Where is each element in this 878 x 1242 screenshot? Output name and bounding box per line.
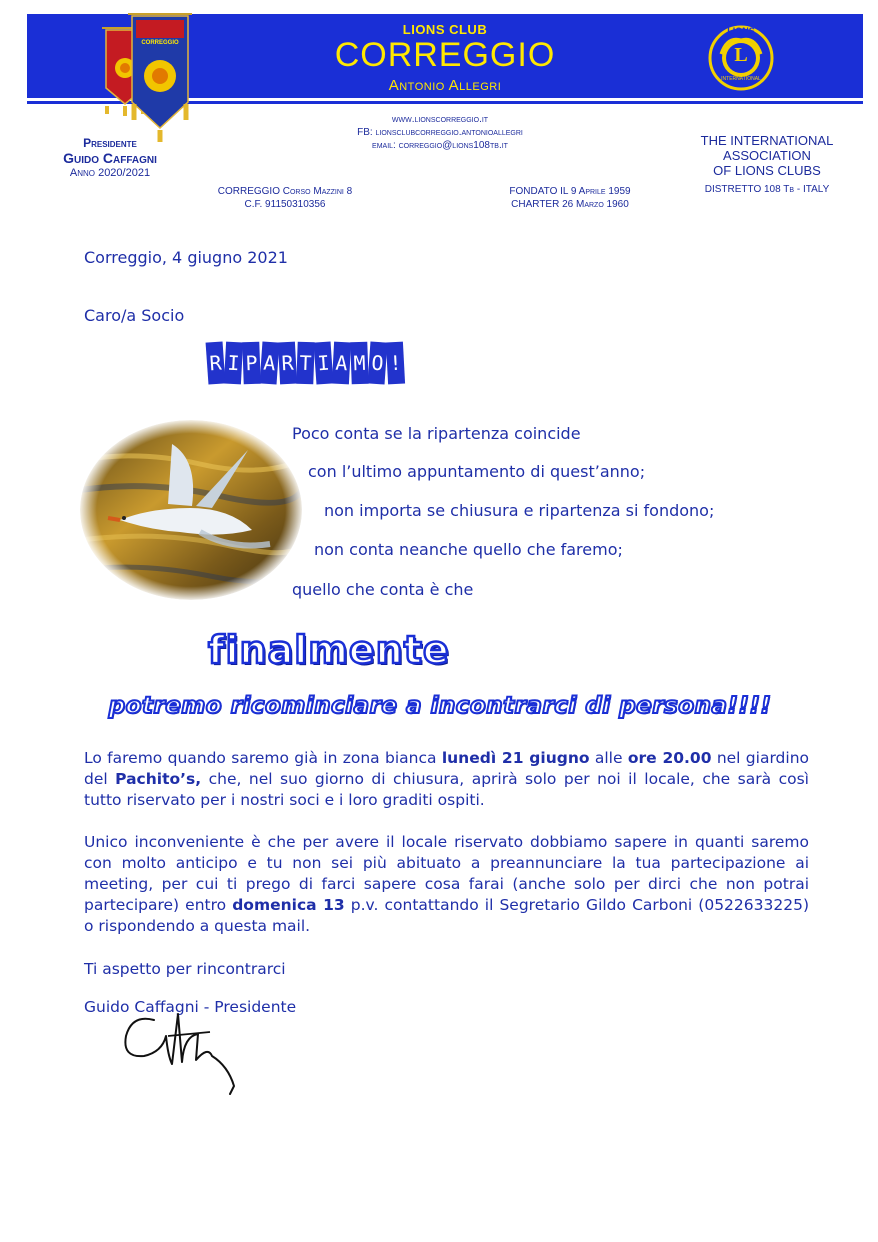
club-subtitle: Antonio Allegri [388, 77, 502, 94]
poem-line-3: non importa se chiusura e ripartenza si fondono; [324, 501, 715, 520]
poem-line-1: Poco conta se la ripartenza coincide [292, 424, 581, 443]
pennant-label: CORREGGIO [141, 40, 179, 46]
club-name: CORREGGIO [334, 36, 556, 74]
headline: finalmente [208, 628, 450, 672]
signature-name: Guido Caffagni - Presidente [84, 998, 297, 1016]
intl-line2: ASSOCIATION [723, 148, 811, 163]
club-label: LIONS CLUB [402, 22, 488, 37]
website-link[interactable]: www.lionscorreggio.it [391, 114, 489, 125]
pennant-icon [100, 6, 200, 146]
founded-line1: FONDATO IL 9 Aprile 1959 [509, 186, 631, 197]
intl-line1: THE INTERNATIONAL [700, 133, 834, 148]
closing-line: Ti aspetto per rincontrarci [84, 960, 286, 978]
banner-letter: P [242, 342, 260, 385]
email-link[interactable]: email: correggio@lions108tb.it [372, 140, 508, 151]
slogan: potremo ricominciare a incontrarci di persona!!!! [108, 693, 772, 719]
banner-letter: A [260, 341, 280, 384]
lions-logo-bottom-text: INTERNATIONAL [721, 76, 761, 82]
letter-greeting: Caro/a Socio [84, 306, 185, 325]
address-line2: C.F. 91150310356 [244, 199, 326, 210]
poem-line-4: non conta neanche quello che faremo; [314, 540, 623, 559]
facebook-link[interactable]: FB: lionsclubcorreggio.antonioallegri [357, 127, 523, 138]
ripartiamo-banner [207, 342, 405, 384]
banner-letter: ! [386, 342, 405, 385]
banner-letter: M [350, 342, 368, 385]
poem-line-2: con l’ultimo appuntamento di quest’anno; [308, 462, 646, 481]
banner-letter: T [296, 342, 314, 385]
district: DISTRETTO 108 Tb - ITALY [704, 184, 830, 195]
handwritten-signature [118, 1006, 248, 1098]
swan-image [80, 420, 302, 600]
poem-line-5: quello che conta è che [292, 580, 474, 599]
banner-letter: I [314, 341, 334, 384]
banner-letter: A [332, 342, 351, 385]
paragraph-rsvp: Unico inconveniente è che per avere il locale riservato dobbiamo sapere in quanti saremo con molto anticipo e tu non sei più abituato a preannunciare la tua partecipazione ai meeting, per cui ti prego di farci sapere cosa farai (anche solo per dirci che non potrai partecipare) entro domenica 13 p.v. contattando il Segretario Gildo Carboni (0522633225) o rispondendo a questa mail. [84, 833, 809, 935]
letter-date: Correggio, 4 giugno 2021 [84, 248, 288, 267]
lions-logo-letter: L [734, 44, 748, 66]
address-line1: CORREGGIO Corso Mazzini 8 [217, 186, 353, 197]
banner-letter: R [278, 342, 297, 385]
paragraph-event: Lo faremo quando saremo già in zona bianca lunedì 21 giugno alle ore 20.00 nel giardino del Pachito’s, che, nel suo giorno di chiusura, aprirà solo per noi il locale, che sarà così tutto riservato per i nostri soci e i loro graditi ospiti. [84, 749, 810, 809]
lions-logo-top-text: LIONS [727, 26, 755, 36]
founded-line2: CHARTER 26 Marzo 1960 [511, 199, 629, 210]
intl-line3: OF LIONS CLUBS [713, 163, 821, 178]
president-title: Presidente [83, 136, 137, 150]
banner-letter: R [206, 341, 226, 384]
president-year: Anno 2020/2021 [69, 167, 151, 179]
banner-letter: I [224, 342, 243, 385]
president-name: Guido Caffagni [63, 150, 157, 166]
banner-letter: O [368, 341, 388, 384]
